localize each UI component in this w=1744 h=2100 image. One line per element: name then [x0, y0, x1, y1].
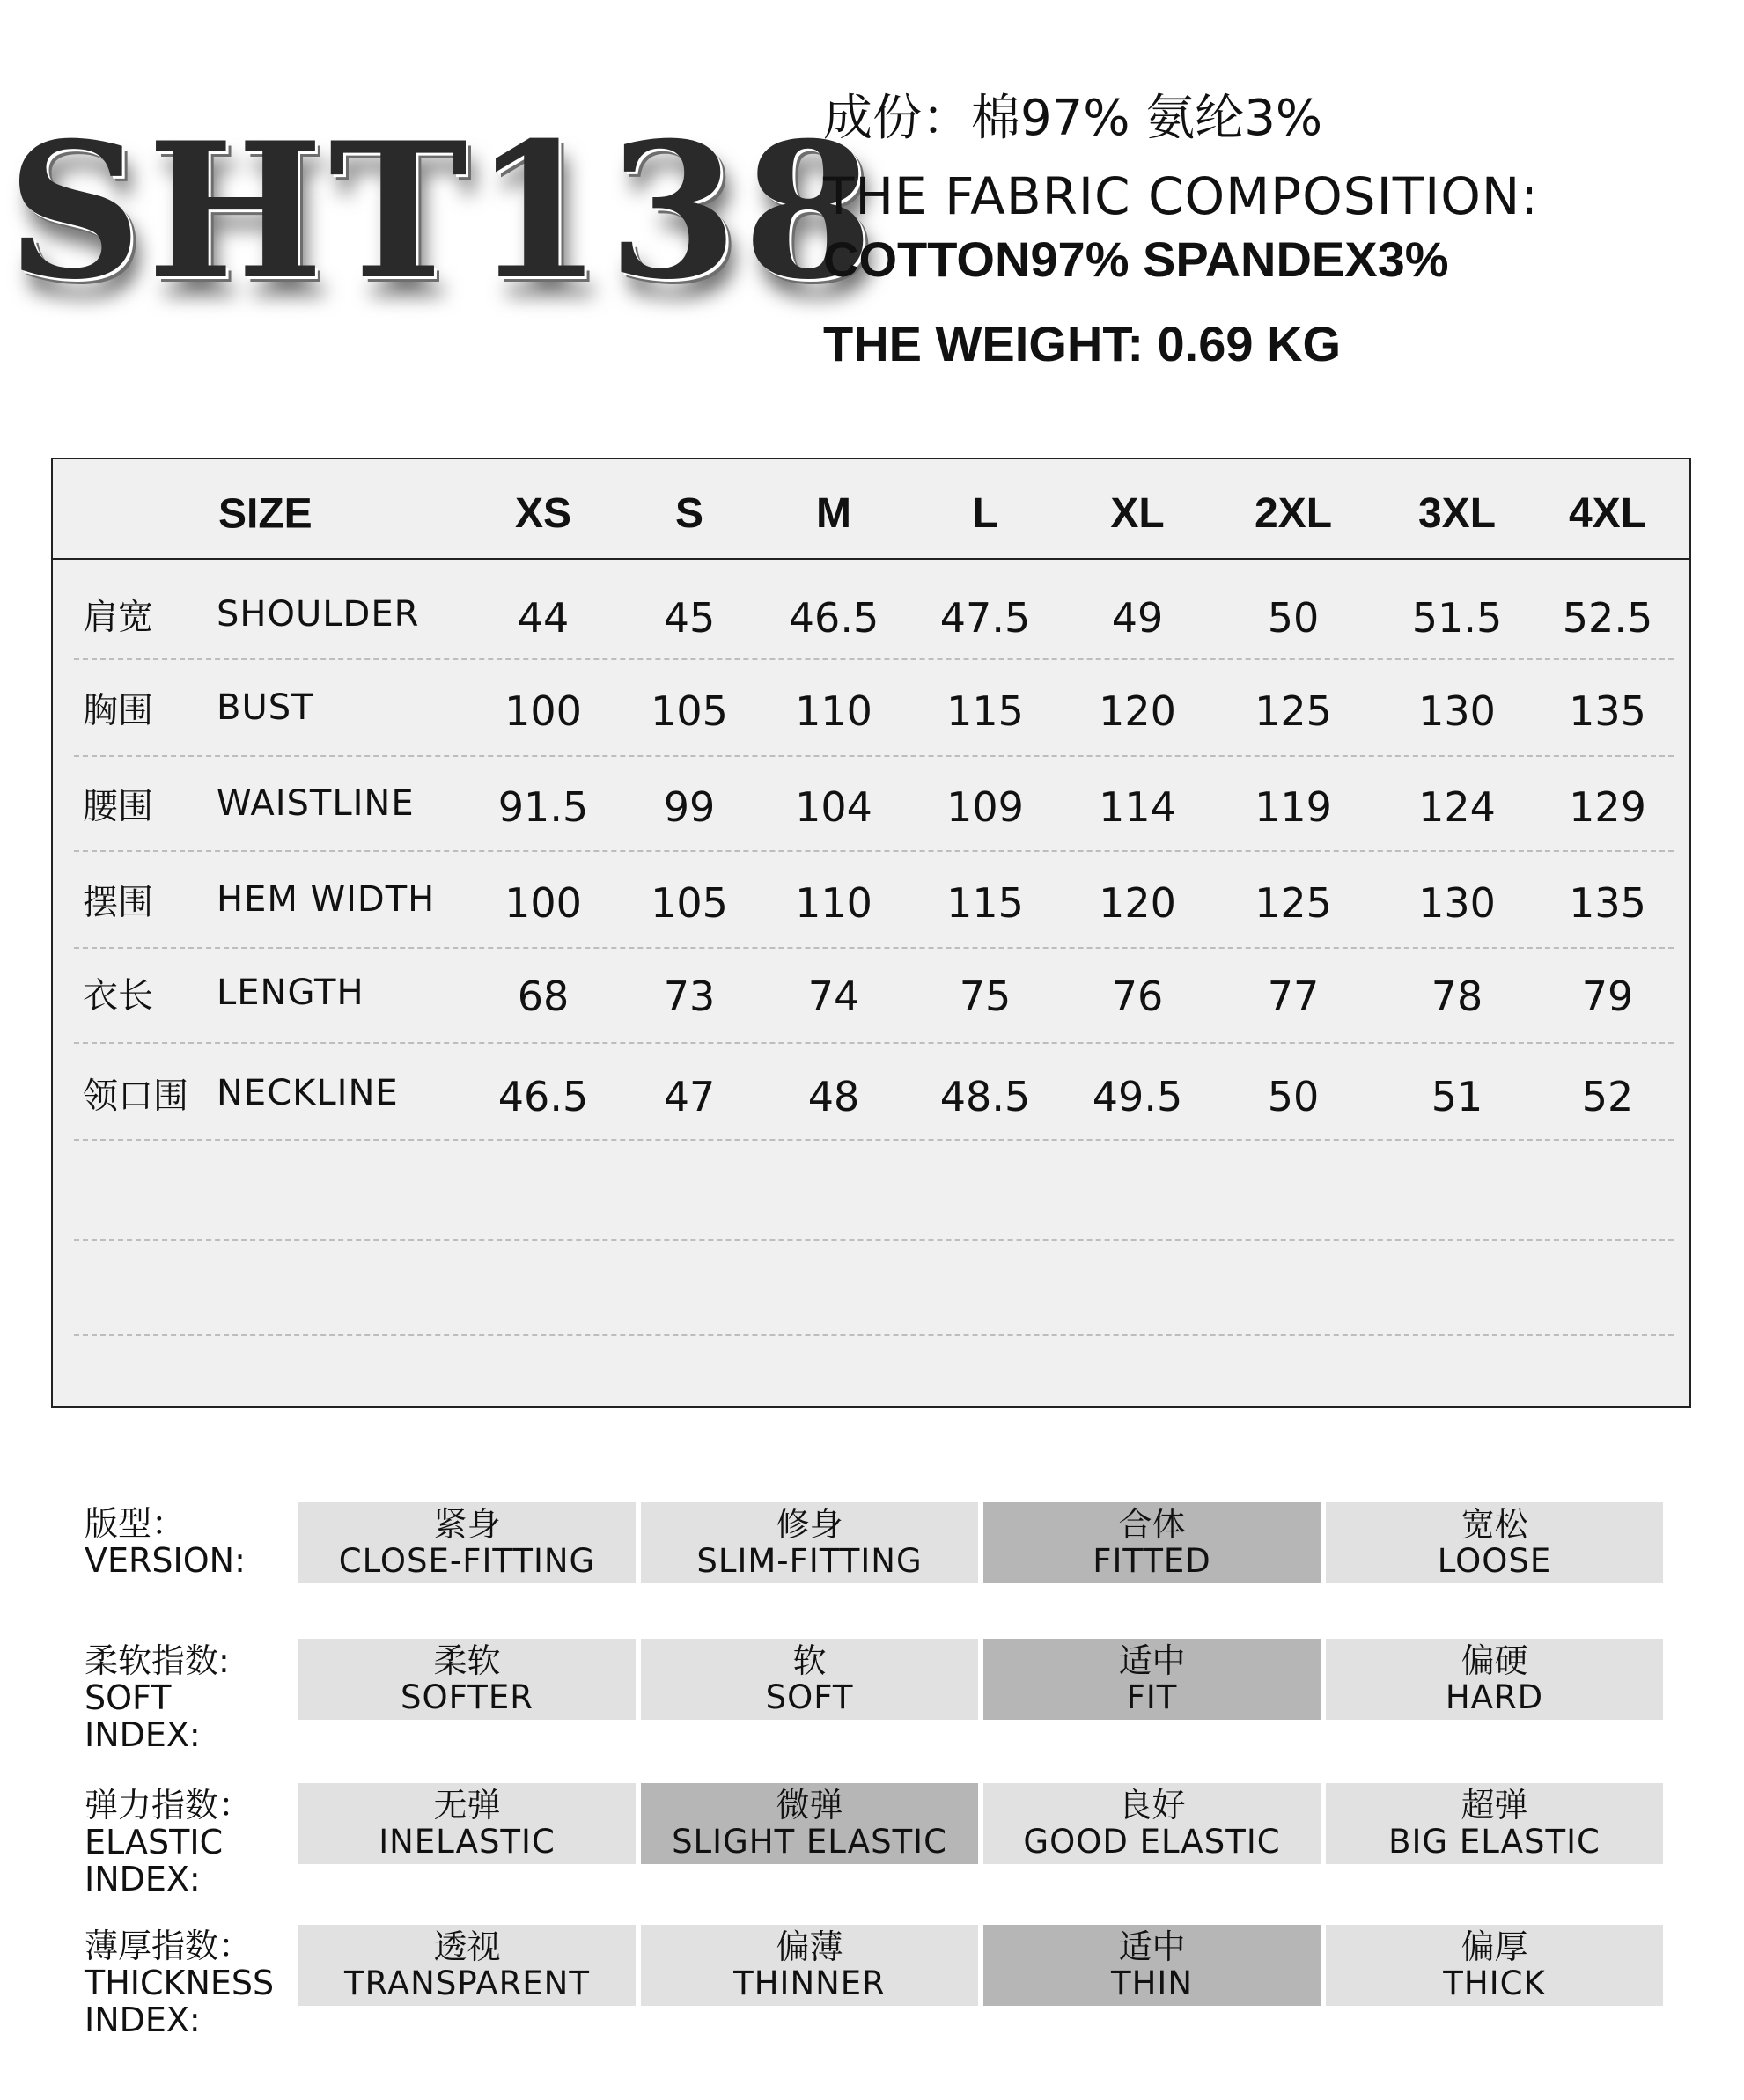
table-cell: 119 [1255, 783, 1332, 831]
table-cell: 49.5 [1092, 1073, 1183, 1120]
composition-value: COTTON97% SPANDEX3% [823, 231, 1449, 287]
index-option [641, 1639, 978, 1720]
index-label-cn: 柔软指数: [85, 1641, 230, 1680]
table-cell: 135 [1569, 687, 1646, 735]
index-option-selected [983, 1639, 1321, 1720]
table-cell: 124 [1418, 783, 1496, 831]
option-label-en: THINNER [733, 1964, 886, 2002]
table-cell: 51.5 [1411, 594, 1503, 642]
table-cell: 48 [807, 1073, 860, 1120]
row-label-en: NECKLINE [217, 1073, 399, 1113]
option-label-cn: 软 [792, 1641, 827, 1680]
table-cell: 100 [504, 687, 582, 735]
table-cell: 47.5 [939, 594, 1031, 642]
index-label-cn: 弹力指数： [85, 1786, 253, 1825]
index-option [298, 1783, 636, 1864]
table-cell: 99 [663, 783, 716, 831]
row-label-en: WAISTLINE [217, 783, 415, 824]
size-header-5: 2XL [1254, 490, 1333, 537]
option-label-cn: 偏厚 [1461, 1927, 1528, 1966]
table-cell: 109 [946, 783, 1024, 831]
row-label-cn: 肩宽 [83, 597, 153, 638]
option-label-cn: 合体 [1118, 1505, 1186, 1544]
option-label-cn: 适中 [1118, 1641, 1186, 1680]
table-cell: 52 [1581, 1073, 1634, 1120]
size-header-3: L [972, 490, 998, 537]
table-cell: 110 [795, 687, 872, 735]
table-cell: 78 [1431, 973, 1483, 1020]
table-cell: 130 [1418, 879, 1496, 927]
index-label [85, 1787, 252, 1898]
index-option [1326, 1502, 1663, 1583]
option-label-cn: 微弹 [776, 1786, 843, 1825]
table-cell: 105 [651, 687, 728, 735]
table-cell: 125 [1255, 687, 1332, 735]
index-label-en: ELASTIC [85, 1823, 224, 1861]
index-option [298, 1639, 636, 1720]
row-label-en: LENGTH [217, 973, 364, 1013]
table-cell: 120 [1099, 687, 1176, 735]
row-divider [74, 1139, 1674, 1141]
row-divider [74, 1042, 1674, 1044]
row-label-en: BUST [217, 687, 314, 728]
table-cell: 91.5 [497, 783, 589, 831]
row-divider [74, 755, 1674, 757]
table-cell: 75 [959, 973, 1012, 1020]
option-label-en: INELASTIC [379, 1823, 556, 1861]
option-label-cn: 紧身 [433, 1505, 501, 1544]
option-label-cn: 偏薄 [776, 1927, 843, 1966]
option-label-cn: 无弹 [433, 1786, 501, 1825]
table-cell: 46.5 [788, 594, 879, 642]
table-cell: 79 [1581, 973, 1634, 1020]
table-cell: 49 [1111, 594, 1164, 642]
option-label-en: SOFT [765, 1678, 854, 1716]
option-label-en: SLIM-FITTING [696, 1542, 923, 1580]
index-option-selected [983, 1502, 1321, 1583]
option-label-en: LOOSE [1437, 1542, 1552, 1580]
table-cell: 76 [1111, 973, 1164, 1020]
index-label-en: VERSION: [85, 1541, 246, 1580]
row-divider [74, 947, 1674, 949]
row-label-cn: 胸围 [83, 690, 153, 731]
option-label-cn: 良好 [1118, 1786, 1186, 1825]
size-header-2: M [816, 490, 851, 537]
table-cell: 115 [946, 687, 1024, 735]
table-cell: 50 [1267, 1073, 1320, 1120]
table-cell: 77 [1267, 973, 1320, 1020]
size-header-4: XL [1110, 490, 1165, 537]
size-header-6: 3XL [1417, 490, 1497, 537]
option-label-cn: 适中 [1118, 1927, 1186, 1966]
option-label-en: GOOD ELASTIC [1023, 1823, 1281, 1861]
row-label-en: HEM WIDTH [217, 879, 436, 920]
option-label-en: FITTED [1093, 1542, 1211, 1580]
index-label [85, 1642, 230, 1753]
index-label-cn: 薄厚指数： [85, 1927, 253, 1965]
table-cell: 45 [663, 594, 716, 642]
composition-cn: 成份：棉97% 氨纶3% [823, 90, 1323, 147]
row-label-cn: 腰围 [83, 786, 153, 827]
option-label-cn: 偏硬 [1461, 1641, 1528, 1680]
row-divider [74, 850, 1674, 852]
option-label-cn: 透视 [433, 1927, 501, 1966]
option-label-en: BIG ELASTIC [1388, 1823, 1601, 1861]
index-option [298, 1925, 636, 2006]
index-option [298, 1502, 636, 1583]
row-divider [74, 1239, 1674, 1241]
option-label-cn: 宽松 [1461, 1505, 1528, 1544]
option-label-en: THICK [1443, 1964, 1546, 2002]
row-divider [74, 658, 1674, 660]
row-label-cn: 衣长 [83, 975, 153, 1017]
table-cell: 105 [651, 879, 728, 927]
option-label-en: CLOSE-FITTING [338, 1542, 596, 1580]
table-cell: 68 [517, 973, 570, 1020]
option-label-en: TRANSPARENT [344, 1964, 590, 2002]
index-label-en: INDEX: [85, 2001, 201, 2039]
row-label-en: SHOULDER [217, 594, 420, 635]
option-label-cn: 超弹 [1461, 1786, 1528, 1825]
index-label [85, 1505, 246, 1579]
table-cell: 74 [807, 973, 860, 1020]
size-header-0: XS [514, 490, 572, 537]
index-option [1326, 1925, 1663, 2006]
index-label-en: THICKNESS [85, 1964, 275, 2002]
index-label [85, 1927, 274, 2038]
index-option [1326, 1639, 1663, 1720]
size-table [51, 458, 1691, 1408]
row-divider [74, 1334, 1674, 1336]
index-option [983, 1783, 1321, 1864]
table-cell: 51 [1431, 1073, 1483, 1120]
index-option [1326, 1783, 1663, 1864]
option-label-cn: 柔软 [433, 1641, 501, 1680]
table-cell: 115 [946, 879, 1024, 927]
table-cell: 114 [1099, 783, 1176, 831]
option-label-en: HARD [1445, 1678, 1544, 1716]
size-header-7: 4XL [1568, 490, 1647, 537]
table-cell: 110 [795, 879, 872, 927]
size-header-1: S [674, 490, 704, 537]
brand-logo: SHT138 [7, 101, 879, 320]
option-label-en: SOFTER [401, 1678, 534, 1716]
row-label-cn: 领口围 [83, 1076, 188, 1117]
option-label-en: FIT [1126, 1678, 1178, 1716]
size-header-label: SIZE [218, 490, 313, 538]
option-label-en: SLIGHT ELASTIC [672, 1823, 947, 1861]
table-cell: 50 [1267, 594, 1320, 642]
index-label-cn: 版型： [85, 1504, 186, 1543]
table-cell: 129 [1569, 783, 1646, 831]
index-option-selected [641, 1783, 978, 1864]
table-cell: 135 [1569, 879, 1646, 927]
weight-text: THE WEIGHT: 0.69 KG [823, 316, 1342, 371]
table-cell: 100 [504, 879, 582, 927]
table-cell: 48.5 [939, 1073, 1031, 1120]
index-option [641, 1502, 978, 1583]
option-label-cn: 修身 [776, 1505, 843, 1544]
row-label-cn: 摆围 [83, 882, 153, 923]
index-option [641, 1925, 978, 2006]
table-cell: 47 [663, 1073, 716, 1120]
table-cell: 73 [663, 973, 716, 1020]
table-cell: 125 [1255, 879, 1332, 927]
index-label-en: INDEX: [85, 1860, 201, 1898]
table-cell: 104 [795, 783, 872, 831]
header-divider [53, 558, 1689, 560]
index-option-selected [983, 1925, 1321, 2006]
index-label-en: INDEX: [85, 1715, 201, 1754]
option-label-en: THIN [1110, 1964, 1193, 2002]
index-label-en: SOFT [85, 1678, 172, 1717]
table-cell: 52.5 [1562, 594, 1653, 642]
composition-title: THE FABRIC COMPOSITION: [823, 166, 1539, 226]
table-cell: 130 [1418, 687, 1496, 735]
table-cell: 120 [1099, 879, 1176, 927]
table-cell: 46.5 [497, 1073, 589, 1120]
table-cell: 44 [517, 594, 570, 642]
